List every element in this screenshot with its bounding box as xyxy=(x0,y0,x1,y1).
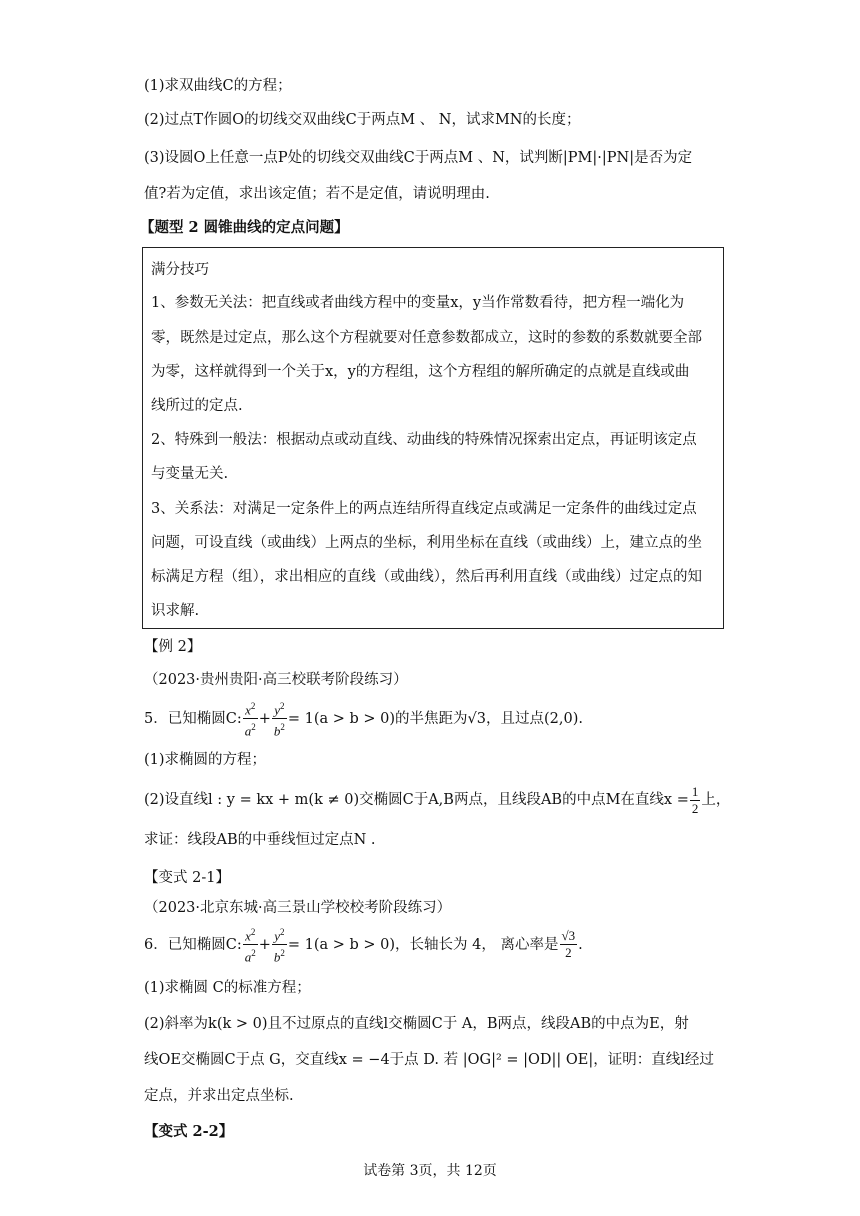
section-heading: 【题型 2 圆锥曲线的定点问题】 xyxy=(140,219,349,236)
fraction-y2-b2: $\frac{y^2}{b^2}$ xyxy=(272,698,287,740)
question-3-line-2: 值?若为定值，求出该定值；若不是定值，请说明理由. xyxy=(144,186,490,202)
example-source: （2023·贵州贵阳·高三校联考阶段练习） xyxy=(144,672,408,688)
fraction-y2-b2: $\frac{y^2}{b^2}$ xyxy=(272,924,287,966)
question-2: (2)过点T作圆O的切线交双曲线C于两点M 、 N，试求MN的长度； xyxy=(144,112,581,128)
tip-line: 线所过的定点. xyxy=(151,398,243,414)
variant-2-2-label: 【变式 2-2】 xyxy=(144,1123,234,1140)
tip-line: 为零，这样就得到一个关于x，y的方程组，这个方程组的解所确定的点就是直线或曲 xyxy=(151,364,690,380)
variant-source: （2023·北京东城·高三景山学校校考阶段练习） xyxy=(144,900,452,916)
fraction-x2-a2: $\frac{x^2}{a^2}$ xyxy=(243,924,258,966)
variant-q2-line-3: 定点，并求出定点坐标. xyxy=(144,1088,294,1104)
example-q2-line-2: 求证：线段AB的中垂线恒过定点N . xyxy=(144,832,376,848)
variant-q1: (1)求椭圆 C的标准方程； xyxy=(144,980,311,996)
tip-line: 3、关系法：对满足一定条件上的两点连结所得直线定点或满足一定条件的曲线过定点 xyxy=(151,501,697,517)
tip-line: 与变量无关. xyxy=(151,466,229,482)
variant-label: 【变式 2-1】 xyxy=(144,870,230,886)
tip-line: 问题，可设直线（或曲线）上两点的坐标，利用坐标在直线（或曲线）上，建立点的坐 xyxy=(151,535,702,551)
fraction-x2-a2: $\frac{x^2}{a^2}$ xyxy=(243,698,258,740)
question-3-line-1: (3)设圆O上任意一点P处的切线交双曲线C于两点M 、N，试判断|PM|·|PN|是否为定 xyxy=(144,150,693,166)
tip-line: 2、特殊到一般法：根据动点或动直线、动曲线的特殊情况探索出定点，再证明该定点 xyxy=(151,432,697,448)
example-q1: (1)求椭圆的方程； xyxy=(144,752,267,768)
tip-line: 零，既然是过定点，那么这个方程就要对任意参数都成立，这时的参数的系数就要全部 xyxy=(151,330,702,346)
stem-prefix: 5．已知椭圆C: xyxy=(144,710,242,727)
variant-q2-line-1: (2)斜率为k(k > 0)且不过原点的直线l交椭圆C于 A，B两点，线段AB的中点为E，射 xyxy=(144,1016,689,1032)
variant-stem: 6．已知椭圆C: $\frac{x^2}{a^2}$ + $\frac{y^2}{b^2}$ = 1(a > b > 0)，长轴长为 4， 离心率是 $\frac{√3}{2}$ . xyxy=(144,924,583,966)
tips-title: 满分技巧 xyxy=(151,262,209,278)
tip-line: 1、参数无关法：把直线或者曲线方程中的变量x，y当作常数看待，把方程一端化为 xyxy=(151,295,685,311)
equation-rhs: = 1 xyxy=(287,710,314,727)
example-label: 【例 2】 xyxy=(144,639,202,655)
question-1: (1)求双曲线C的方程； xyxy=(144,78,292,94)
variant-q2-line-2: 线OE交椭圆C于点 G，交直线x = −4于点 D. 若 |OG|² = |OD|| OE|，证明：直线l经过 xyxy=(144,1052,714,1068)
tips-box xyxy=(142,247,724,629)
page-footer: 试卷第 3页，共 12页 xyxy=(363,1163,497,1179)
fraction-one-half: $\frac{1}{2}$ xyxy=(691,783,699,816)
example-q2-line-1: (2)设直线l : y = kx + m(k ≠ 0)交椭圆C于A,B两点，且线段AB的中点M在直线x = $\frac{1}{2}$ 上， xyxy=(144,783,731,816)
fraction-eccentricity: $\frac{√3}{2}$ xyxy=(561,928,576,961)
tip-line: 标满足方程（组），求出相应的直线（或曲线），然后再利用直线（或曲线）过定点的知 xyxy=(151,569,702,585)
tip-line: 识求解. xyxy=(151,603,200,619)
stem-condition: (a > b > 0)的半焦距为√3，且过点(2,0). xyxy=(313,710,584,727)
example-stem: 5．已知椭圆C: $\frac{x^2}{a^2}$ + $\frac{y^2}{b^2}$ = 1(a > b > 0)的半焦距为√3，且过点(2,0). xyxy=(144,698,583,740)
